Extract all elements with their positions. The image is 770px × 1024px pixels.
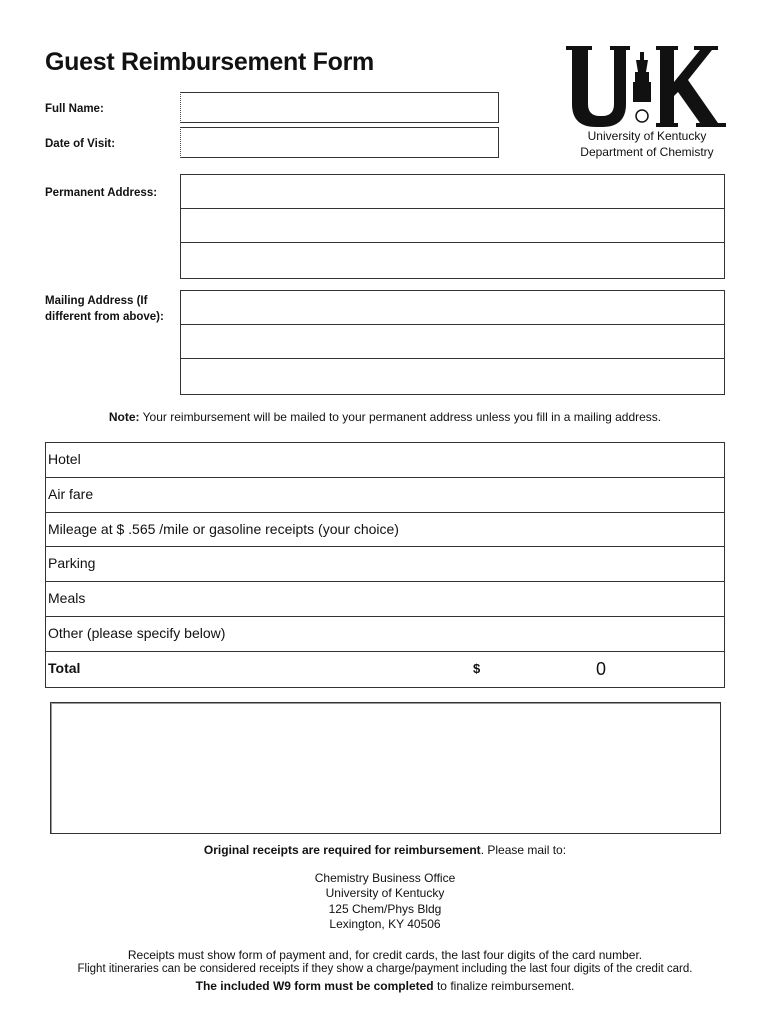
- expense-label: Hotel: [48, 451, 81, 467]
- expense-label: Meals: [48, 590, 86, 607]
- logo-line-department: Department of Chemistry: [580, 145, 714, 159]
- w9-rest: to finalize reimbursement.: [433, 979, 575, 993]
- uk-logo-mark: [566, 46, 728, 128]
- mailing-address-label-line1: Mailing Address (If: [45, 295, 148, 307]
- receipts-required-rest: . Please mail to:: [480, 843, 567, 857]
- expense-label: Air fare: [48, 485, 94, 502]
- expense-row-parking[interactable]: [46, 547, 724, 582]
- permanent-address-fields: [180, 174, 725, 279]
- expense-row-hotel[interactable]: [46, 443, 724, 478]
- mailing-address-label-line2: different from above):: [45, 311, 164, 323]
- page-title: Guest Reimbursement Form: [45, 48, 374, 76]
- note-prefix: Note:: [108, 410, 140, 424]
- mail-address-line-4: Lexington, KY 40506: [329, 917, 441, 931]
- uk-logo: [566, 46, 728, 128]
- expense-row-other[interactable]: [46, 617, 724, 652]
- mailing-address-line-3[interactable]: [181, 359, 724, 393]
- logo-line-university: University of Kentucky: [587, 129, 707, 143]
- mailing-address-fields: [180, 290, 725, 395]
- w9-instruction: [0, 979, 770, 993]
- total-value: 0: [596, 658, 607, 679]
- receipt-instructions-1: Receipts must show form of payment and, for credit cards, the last four digits of the card number.: [127, 948, 643, 962]
- date-of-visit-label: Date of Visit:: [45, 138, 116, 150]
- permanent-address-line-1[interactable]: [181, 175, 724, 209]
- permanent-address-label: Permanent Address:: [45, 187, 158, 199]
- permanent-address-line-3[interactable]: [181, 243, 724, 277]
- mailing-address-line-1[interactable]: [181, 291, 724, 325]
- expense-label: Mileage at $ .565 /mile or gasoline receipts (your choice): [48, 520, 399, 537]
- expenses-table: [45, 442, 725, 688]
- full-name-field[interactable]: [180, 92, 499, 123]
- receipt-instructions-2: Flight itineraries can be considered receipts if they show a charge/payment including the last four digits of the credit card.: [77, 963, 693, 975]
- address-note: [0, 410, 770, 424]
- expense-label: Other (please specify below): [48, 624, 226, 641]
- full-name-label: Full Name:: [45, 103, 104, 115]
- mail-address-line-3: 125 Chem/Phys Bldg: [328, 902, 442, 916]
- expense-row-air-fare[interactable]: [46, 478, 724, 513]
- expense-row-total: [46, 652, 724, 687]
- w9-bold: The included W9 form must be completed: [195, 979, 434, 993]
- permanent-address-line-2[interactable]: [181, 209, 724, 243]
- note-text: Your reimbursement will be mailed to your permanent address unless you fill in a mailing address.: [139, 410, 662, 424]
- receipts-required-bold: Original receipts are required for reimbursement: [203, 843, 481, 857]
- other-specify-textarea[interactable]: [50, 702, 721, 834]
- expense-label: Parking: [48, 555, 96, 572]
- currency-symbol: $: [473, 660, 481, 676]
- expense-row-meals[interactable]: [46, 582, 724, 617]
- total-label: Total: [48, 659, 81, 676]
- expense-row-mileage[interactable]: [46, 513, 724, 548]
- mailing-address-line-2[interactable]: [181, 325, 724, 359]
- mail-address-line-2: University of Kentucky: [325, 886, 445, 900]
- mail-address-line-1: Chemistry Business Office: [314, 871, 456, 885]
- date-of-visit-field[interactable]: [180, 127, 499, 158]
- receipts-required-line: [0, 843, 770, 857]
